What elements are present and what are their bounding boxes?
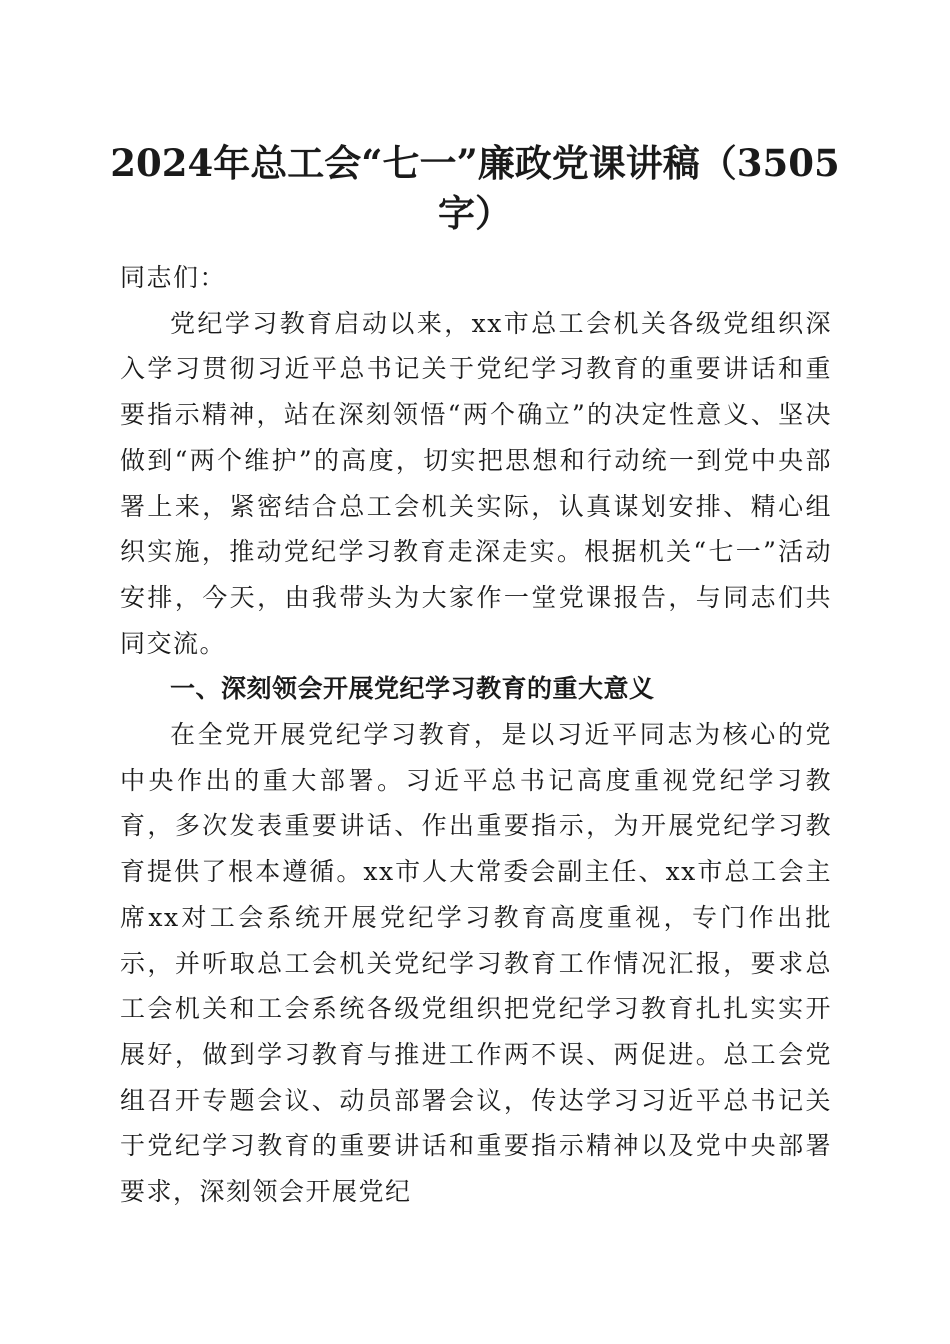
intro-paragraph: 党纪学习教育启动以来，xx市总工会机关各级党组织深入学习贯彻习近平总书记关于党纪学习教育的重要讲话和重要指示精神，站在深刻领悟“两个确立”的决定性意义、坚决做到“两个维护”的高度，切实把思想和行动统一到党中央部署上来，紧密结合总工会机关实际，认真谋划安排、精心组织实施，推动党纪学习教育走深走实。根据机关“七一”活动安排，今天，由我带头为大家作一堂党课报告，与同志们共同交流。 (120, 308, 832, 658)
document-title: 2024年总工会“七一”廉政党课讲稿（3505字） (110, 141, 840, 235)
salutation: 同志们： (120, 263, 227, 292)
section-heading-1: 一、深刻领会开展党纪学习教育的重大意义 (170, 674, 655, 704)
document-body (120, 255, 832, 1215)
section-1-paragraph: 在全党开展党纪学习教育，是以习近平同志为核心的党中央作出的重大部署。习近平总书记高度重视党纪学习教育，多次发表重要讲话、作出重要指示，为开展党纪学习教育提供了根本遵循。xx市人大常委会副主任、xx市总工会主席xx对工会系统开展党纪学习教育高度重视，专门作出批示，并听取总工会机关党纪学习教育工作情况汇报，要求总工会机关和工会系统各级党组织把党纪学习教育扎扎实实开展好，做到学习教育与推进工作两不误、两促进。总工会党组召开专题会议、动员部署会议，传达学习习近平总书记关于党纪学习教育的重要讲话和重要指示精神以及党中央部署要求，深刻领会开展党纪 (120, 720, 832, 1207)
